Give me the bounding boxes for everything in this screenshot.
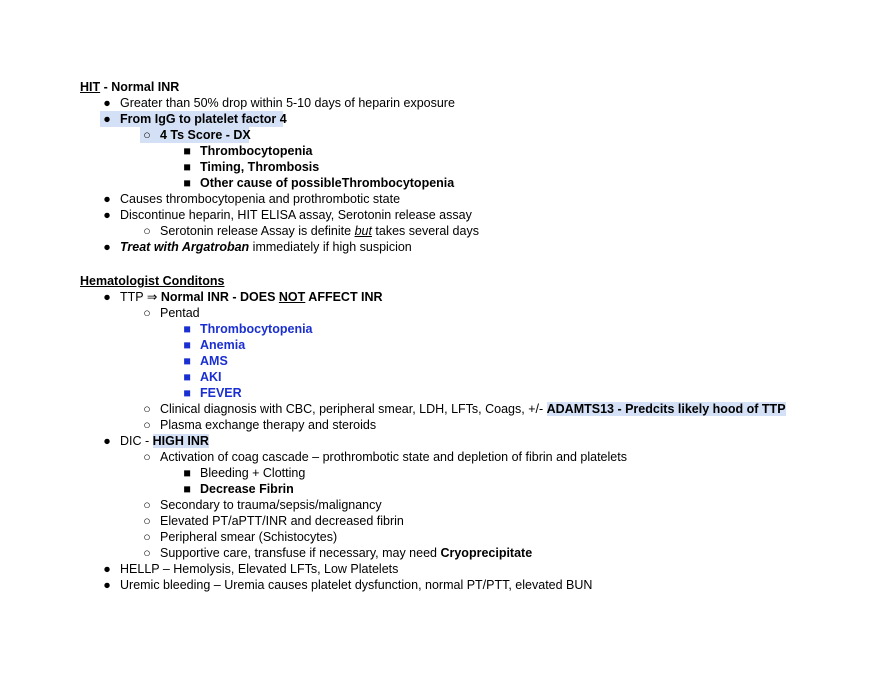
bullet-square-icon: ■ [183,386,191,400]
bullet-disc-icon: ● [103,562,111,576]
list-item-highlighted: ○ 4 Ts Score - DX [140,127,249,143]
bullet-square-icon: ■ [183,354,191,368]
bullet-circle-icon: ○ [143,402,151,416]
bullet-circle-icon: ○ [143,224,151,238]
bullet-circle-icon: ○ [143,498,151,512]
bullet-disc-icon: ● [103,96,111,110]
bullet-circle-icon: ○ [143,450,151,464]
hit-heading: HIT - Normal INR [80,80,180,94]
bullet-disc-icon: ● [103,578,111,592]
bullet-disc-icon: ● [103,434,111,448]
bullet-circle-icon: ○ [143,306,151,320]
bullet-square-icon: ■ [183,176,191,190]
bullet-square-icon: ■ [183,338,191,352]
bullet-disc-icon: ● [103,192,111,206]
bullet-disc-icon: ● [103,112,111,126]
bullet-square-icon: ■ [183,370,191,384]
bullet-square-icon: ■ [183,144,191,158]
bullet-circle-icon: ○ [143,514,151,528]
bullet-square-icon: ■ [183,482,191,496]
list-item-highlighted: ● From IgG to platelet factor 4 [100,111,283,127]
bullet-square-icon: ■ [183,466,191,480]
bullet-square-icon: ■ [183,322,191,336]
bullet-circle-icon: ○ [143,530,151,544]
bullet-disc-icon: ● [103,208,111,222]
bullet-disc-icon: ● [103,290,111,304]
bullet-disc-icon: ● [103,240,111,254]
bullet-circle-icon: ○ [143,546,151,560]
bullet-square-icon: ■ [183,160,191,174]
bullet-circle-icon: ○ [143,128,151,142]
heme-heading: Hematologist Conditons [80,274,225,288]
bullet-circle-icon: ○ [143,418,151,432]
